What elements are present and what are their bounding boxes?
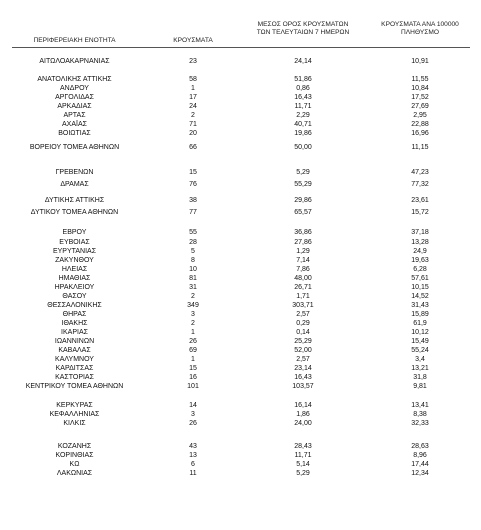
table-row [0, 57, 481, 66]
region-cell: ΕΥΡΥΤΑΝΙΑΣ [52, 248, 97, 255]
table-row [0, 196, 481, 205]
region-cell: ΖΑΚΥΝΘΟΥ [55, 257, 94, 264]
region-cell: ΗΛΕΙΑΣ [61, 266, 88, 273]
cases-cell: 38 [189, 197, 197, 204]
per100k-cell: 10,84 [411, 85, 429, 92]
cases-cell: 55 [189, 229, 197, 236]
per100k-cell: 28,63 [411, 443, 429, 450]
cases-cell: 23 [189, 58, 197, 65]
per100k-cell: 24,9 [413, 248, 427, 255]
table-row [0, 238, 481, 247]
table-row [0, 129, 481, 138]
table-row [0, 168, 481, 177]
per100k-cell: 11,55 [411, 76, 429, 83]
cases-cell: 77 [189, 209, 197, 216]
region-cell: ΚΙΛΚΙΣ [63, 420, 86, 427]
region-cell: ΑΡΚΑΔΙΑΣ [57, 103, 92, 110]
region-cell: ΑΡΤΑΣ [63, 112, 86, 119]
avg-cell: 48,00 [294, 275, 312, 282]
per100k-cell: 77,32 [411, 181, 429, 188]
avg-cell: 303,71 [292, 302, 314, 309]
cases-cell: 31 [189, 284, 197, 291]
cases-cell: 6 [191, 461, 195, 468]
per100k-cell: 10,91 [411, 58, 429, 65]
avg-cell: 0,14 [296, 329, 310, 336]
per100k-cell: 17,52 [411, 94, 429, 101]
header-per100k-line2: ΠΛΗΘΥΣΜΟ [401, 29, 439, 36]
cases-cell: 71 [189, 121, 197, 128]
cases-cell: 69 [189, 347, 197, 354]
region-cell: ΚΟΖΑΝΗΣ [57, 443, 92, 450]
region-cell: ΚΟΡΙΝΘΙΑΣ [55, 452, 94, 459]
avg-cell: 19,86 [294, 130, 312, 137]
cases-cell: 3 [191, 311, 195, 318]
avg-cell: 5,29 [296, 470, 310, 477]
per100k-cell: 6,28 [413, 266, 427, 273]
avg-cell: 27,86 [294, 239, 312, 246]
avg-cell: 50,00 [294, 144, 312, 151]
per100k-cell: 17,44 [411, 461, 429, 468]
avg-cell: 0,29 [296, 320, 310, 327]
table-row [0, 310, 481, 319]
avg-cell: 28,43 [294, 443, 312, 450]
cases-cell: 16 [189, 374, 197, 381]
cases-cell: 26 [189, 420, 197, 427]
avg-cell: 5,14 [296, 461, 310, 468]
table-row [0, 401, 481, 410]
region-cell: ΚΩ [69, 461, 80, 468]
region-cell: ΗΜΑΘΙΑΣ [58, 275, 91, 282]
cases-cell: 24 [189, 103, 197, 110]
avg-cell: 11,71 [294, 103, 312, 110]
per100k-cell: 15,72 [411, 209, 429, 216]
per100k-cell: 8,96 [413, 452, 427, 459]
table-row [0, 373, 481, 382]
per100k-cell: 61,9 [413, 320, 427, 327]
table-row [0, 111, 481, 120]
per100k-cell: 13,28 [411, 239, 429, 246]
cases-cell: 2 [191, 320, 195, 327]
cases-cell: 10 [189, 266, 197, 273]
region-cell: ΚΕΡΚΥΡΑΣ [56, 402, 93, 409]
table-row [0, 283, 481, 292]
region-cell: ΑΧΑΪΑΣ [62, 121, 87, 128]
cases-cell: 20 [189, 130, 197, 137]
per100k-cell: 11,15 [411, 144, 429, 151]
avg-cell: 25,29 [294, 338, 312, 345]
per100k-cell: 55,24 [411, 347, 429, 354]
cases-cell: 1 [191, 329, 195, 336]
table-row [0, 419, 481, 428]
region-cell: ΚΕΝΤΡΙΚΟΥ ΤΟΜΕΑ ΑΘΗΝΩΝ [25, 383, 124, 390]
per100k-cell: 32,33 [411, 420, 429, 427]
cases-cell: 349 [187, 302, 199, 309]
header-cases: ΚΡΟΥΣΜΑΤΑ [173, 37, 213, 44]
per100k-cell: 31,8 [413, 374, 427, 381]
table-row [0, 442, 481, 451]
table-row [0, 355, 481, 364]
table-row [0, 180, 481, 189]
per100k-cell: 23,61 [411, 197, 429, 204]
avg-cell: 2,29 [296, 112, 310, 119]
per100k-cell: 22,88 [411, 121, 429, 128]
region-cell: ΕΥΒΟΙΑΣ [59, 239, 90, 246]
region-cell: ΙΘΑΚΗΣ [61, 320, 88, 327]
per100k-cell: 37,18 [411, 229, 429, 236]
table-row [0, 274, 481, 283]
avg-cell: 65,57 [294, 209, 312, 216]
per100k-cell: 14,52 [411, 293, 429, 300]
avg-cell: 16,14 [294, 402, 312, 409]
per100k-cell: 9,81 [413, 383, 427, 390]
avg-cell: 5,29 [296, 169, 310, 176]
per100k-cell: 27,69 [411, 103, 429, 110]
region-cell: ΔΡΑΜΑΣ [60, 181, 89, 188]
table-row [0, 382, 481, 391]
cases-cell: 13 [189, 452, 197, 459]
per100k-cell: 13,41 [411, 402, 429, 409]
region-cell: ΙΚΑΡΙΑΣ [61, 329, 88, 336]
avg-cell: 36,86 [294, 229, 312, 236]
avg-cell: 1,71 [296, 293, 310, 300]
table-row [0, 337, 481, 346]
avg-cell: 52,00 [294, 347, 312, 354]
per100k-cell: 19,63 [411, 257, 429, 264]
avg-cell: 26,71 [294, 284, 312, 291]
avg-cell: 7,86 [296, 266, 310, 273]
region-cell: ΒΟΡΕΙΟΥ ΤΟΜΕΑ ΑΘΗΝΩΝ [29, 144, 120, 151]
region-cell: ΘΕΣΣΑΛΟΝΙΚΗΣ [47, 302, 102, 309]
avg-cell: 24,00 [294, 420, 312, 427]
cases-cell: 28 [189, 239, 197, 246]
cases-cell: 14 [189, 402, 197, 409]
region-cell: ΚΑΣΤΟΡΙΑΣ [55, 374, 94, 381]
header-region: ΠΕΡΙΦΕΡΕΙΑΚΗ ΕΝΟΤΗΤΑ [33, 37, 116, 44]
avg-cell: 1,86 [296, 411, 310, 418]
avg-cell: 29,86 [294, 197, 312, 204]
table-row [0, 469, 481, 478]
avg-cell: 23,14 [294, 365, 312, 372]
table-row [0, 301, 481, 310]
avg-cell: 16,43 [294, 374, 312, 381]
header-avg [240, 21, 366, 37]
cases-cell: 2 [191, 293, 195, 300]
avg-cell: 2,57 [296, 311, 310, 318]
table-row [0, 256, 481, 265]
cases-cell: 101 [187, 383, 199, 390]
region-cell: ΙΩΑΝΝΙΝΩΝ [54, 338, 95, 345]
region-cell: ΒΟΙΩΤΙΑΣ [58, 130, 91, 137]
cases-cell: 15 [189, 169, 197, 176]
cases-cell: 1 [191, 356, 195, 363]
region-cell: ΚΑΡΔΙΤΣΑΣ [55, 365, 94, 372]
avg-cell: 7,14 [296, 257, 310, 264]
region-cell: ΗΡΑΚΛΕΙΟΥ [54, 284, 95, 291]
per100k-cell: 8,38 [413, 411, 427, 418]
table-row [0, 208, 481, 217]
avg-cell: 55,29 [294, 181, 312, 188]
region-cell: ΕΒΡΟΥ [62, 229, 87, 236]
region-cell: ΔΥΤΙΚΗΣ ΑΤΤΙΚΗΣ [44, 197, 105, 204]
cases-cell: 26 [189, 338, 197, 345]
per100k-cell: 10,12 [411, 329, 429, 336]
per100k-cell: 13,21 [411, 365, 429, 372]
per100k-cell: 47,23 [411, 169, 429, 176]
per100k-cell: 10,15 [411, 284, 429, 291]
table-row [0, 102, 481, 111]
per100k-cell: 2,95 [413, 112, 427, 119]
per100k-cell: 12,34 [411, 470, 429, 477]
region-cell: ΔΥΤΙΚΟΥ ΤΟΜΕΑ ΑΘΗΝΩΝ [30, 209, 119, 216]
table-row [0, 265, 481, 274]
region-cell: ΘΑΣΟΥ [62, 293, 87, 300]
region-cell: ΓΡΕΒΕΝΩΝ [55, 169, 94, 176]
per100k-cell: 3,4 [415, 356, 425, 363]
avg-cell: 51,86 [294, 76, 312, 83]
per100k-cell: 15,89 [411, 311, 429, 318]
table-row [0, 228, 481, 237]
cases-cell: 5 [191, 248, 195, 255]
header-avg-line1: ΜΕΣΟΣ ΟΡΟΣ ΚΡΟΥΣΜΑΤΩΝ [257, 21, 349, 28]
table-row [0, 346, 481, 355]
region-cell: ΚΑΛΥΜΝΟΥ [55, 356, 94, 363]
table-row [0, 143, 481, 152]
region-cell: ΑΝΔΡΟΥ [60, 85, 89, 92]
per100k-cell: 15,49 [411, 338, 429, 345]
table-row [0, 460, 481, 469]
avg-cell: 1,29 [296, 248, 310, 255]
cases-cell: 1 [191, 85, 195, 92]
table-row [0, 451, 481, 460]
region-cell: ΑΝΑΤΟΛΙΚΗΣ ΑΤΤΙΚΗΣ [37, 76, 112, 83]
region-cell: ΑΡΓΟΛΙΔΑΣ [55, 94, 94, 101]
table-row [0, 292, 481, 301]
cases-cell: 17 [189, 94, 197, 101]
per100k-cell: 57,61 [411, 275, 429, 282]
per100k-cell: 16,96 [411, 130, 429, 137]
table-row [0, 328, 481, 337]
cases-cell: 8 [191, 257, 195, 264]
cases-cell: 58 [189, 76, 197, 83]
avg-cell: 103,57 [292, 383, 314, 390]
table-row [0, 364, 481, 373]
avg-cell: 0,86 [296, 85, 310, 92]
header-per100k-line1: ΚΡΟΥΣΜΑΤΑ ΑΝΑ 100000 [381, 21, 459, 28]
region-cell: ΚΕΦΑΛΛΗΝΙΑΣ [49, 411, 100, 418]
cases-cell: 3 [191, 411, 195, 418]
region-cell: ΚΑΒΑΛΑΣ [58, 347, 91, 354]
avg-cell: 40,71 [294, 121, 312, 128]
header-rule [12, 47, 470, 48]
cases-cell: 76 [189, 181, 197, 188]
cases-cell: 2 [191, 112, 195, 119]
avg-cell: 24,14 [294, 58, 312, 65]
table-row [0, 75, 481, 84]
table-row [0, 84, 481, 93]
table-row [0, 93, 481, 102]
header-avg-line2: ΤΩΝ ΤΕΛΕΥΤΑΙΩΝ 7 ΗΜΕΡΩΝ [256, 29, 350, 36]
region-cell: ΛΑΚΩΝΙΑΣ [56, 470, 93, 477]
cases-cell: 15 [189, 365, 197, 372]
cases-cell: 43 [189, 443, 197, 450]
table-row [0, 120, 481, 129]
table-row [0, 319, 481, 328]
per100k-cell: 31,43 [411, 302, 429, 309]
avg-cell: 16,43 [294, 94, 312, 101]
avg-cell: 11,71 [294, 452, 312, 459]
table-row [0, 410, 481, 419]
region-cell: ΑΙΤΩΛΟΑΚΑΡΝΑΝΙΑΣ [39, 58, 110, 65]
avg-cell: 2,57 [296, 356, 310, 363]
region-cell: ΘΗΡΑΣ [62, 311, 87, 318]
cases-cell: 11 [189, 470, 197, 477]
table-row [0, 247, 481, 256]
header-per100k [362, 21, 478, 37]
cases-cell: 66 [189, 144, 197, 151]
cases-cell: 81 [189, 275, 197, 282]
